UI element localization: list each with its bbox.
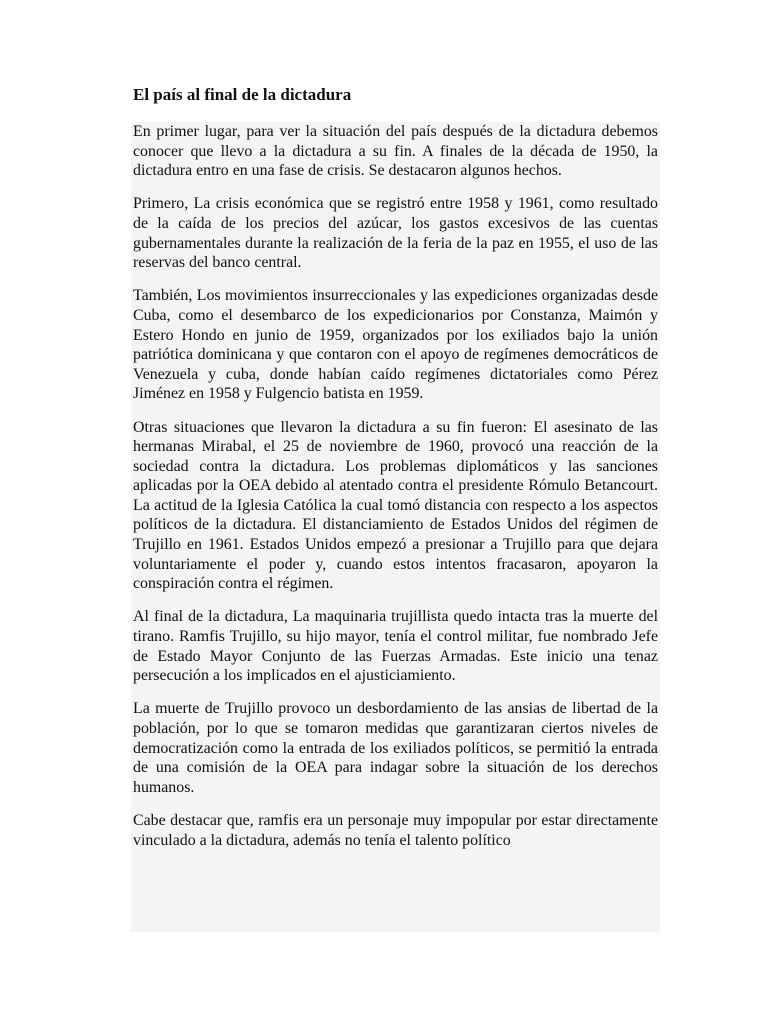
paragraph-2: Primero, La crisis económica que se registró entre 1958 y 1961, como resultado de la caída de los precios del azúcar, los gastos excesivos de las cuentas gubernamentales durante la realización de la feria de la paz en 1955, el uso de las reservas del banco central. — [133, 195, 658, 272]
document-body — [131, 122, 660, 932]
paragraph-3: También, Los movimientos insurreccionales y las expediciones organizadas desde Cuba, como el desembarco de los expedicionarios por Constanza, Maimón y Estero Hondo en junio de 1959, organizados por los exiliados bajo la unión patriótica dominicana y que contaron con el apoyo de regímenes democráticos de Venezuela y cuba, donde habían caído regímenes dictatoriales como Pérez Jiménez en 1958 y Fulgencio batista en 1959. — [133, 287, 658, 403]
paragraph-1: En primer lugar, para ver la situación del país después de la dictadura debemos conocer que llevo a la dictadura a su fin. A finales de la década de 1950, la dictadura entro en una fase de crisis. Se destacaron algunos hechos. — [133, 123, 658, 180]
paragraph-6: La muerte de Trujillo provoco un desbordamiento de las ansias de libertad de la población, por lo que se tomaron medidas que garantizaran ciertos niveles de democratización como la entrada de los exiliados políticos, se permitió la entrada de una comisión de la OEA para indagar sobre la situación de los derechos humanos. — [133, 700, 658, 796]
document-title: El país al final de la dictadura — [133, 85, 352, 104]
paragraph-7: Cabe destacar que, ramfis era un personaje muy impopular por estar directamente vinculado a la dictadura, además no tenía el talento político — [133, 811, 658, 849]
paragraph-5: Al final de la dictadura, La maquinaria trujillista quedo intacta tras la muerte del tirano. Ramfis Trujillo, su hijo mayor, tenía el control militar, fue nombrado Jefe de Estado Mayor Conjunto de las Fuerzas Armadas. Este inicio una tenaz persecución a los implicados en el ajusticiamiento. — [133, 608, 658, 685]
paragraph-4: Otras situaciones que llevaron la dictadura a su fin fueron: El asesinato de las hermanas Mirabal, el 25 de noviembre de 1960, provocó una reacción de la sociedad contra la dictadura. Los problemas diplomáticos y las sanciones aplicadas por la OEA debido al atentado contra el presidente Rómulo Betancourt. La actitud de la Iglesia Católica la cual tomó distancia con respecto a los aspectos políticos de la dictadura. El distanciamiento de Estados Unidos del régimen de Trujillo en 1961. Estados Unidos empezó a presionar a Trujillo para que dejara voluntariamente el poder y, cuando estos intentos fracasaron, apoyaron la conspiración contra el régimen. — [133, 418, 658, 593]
